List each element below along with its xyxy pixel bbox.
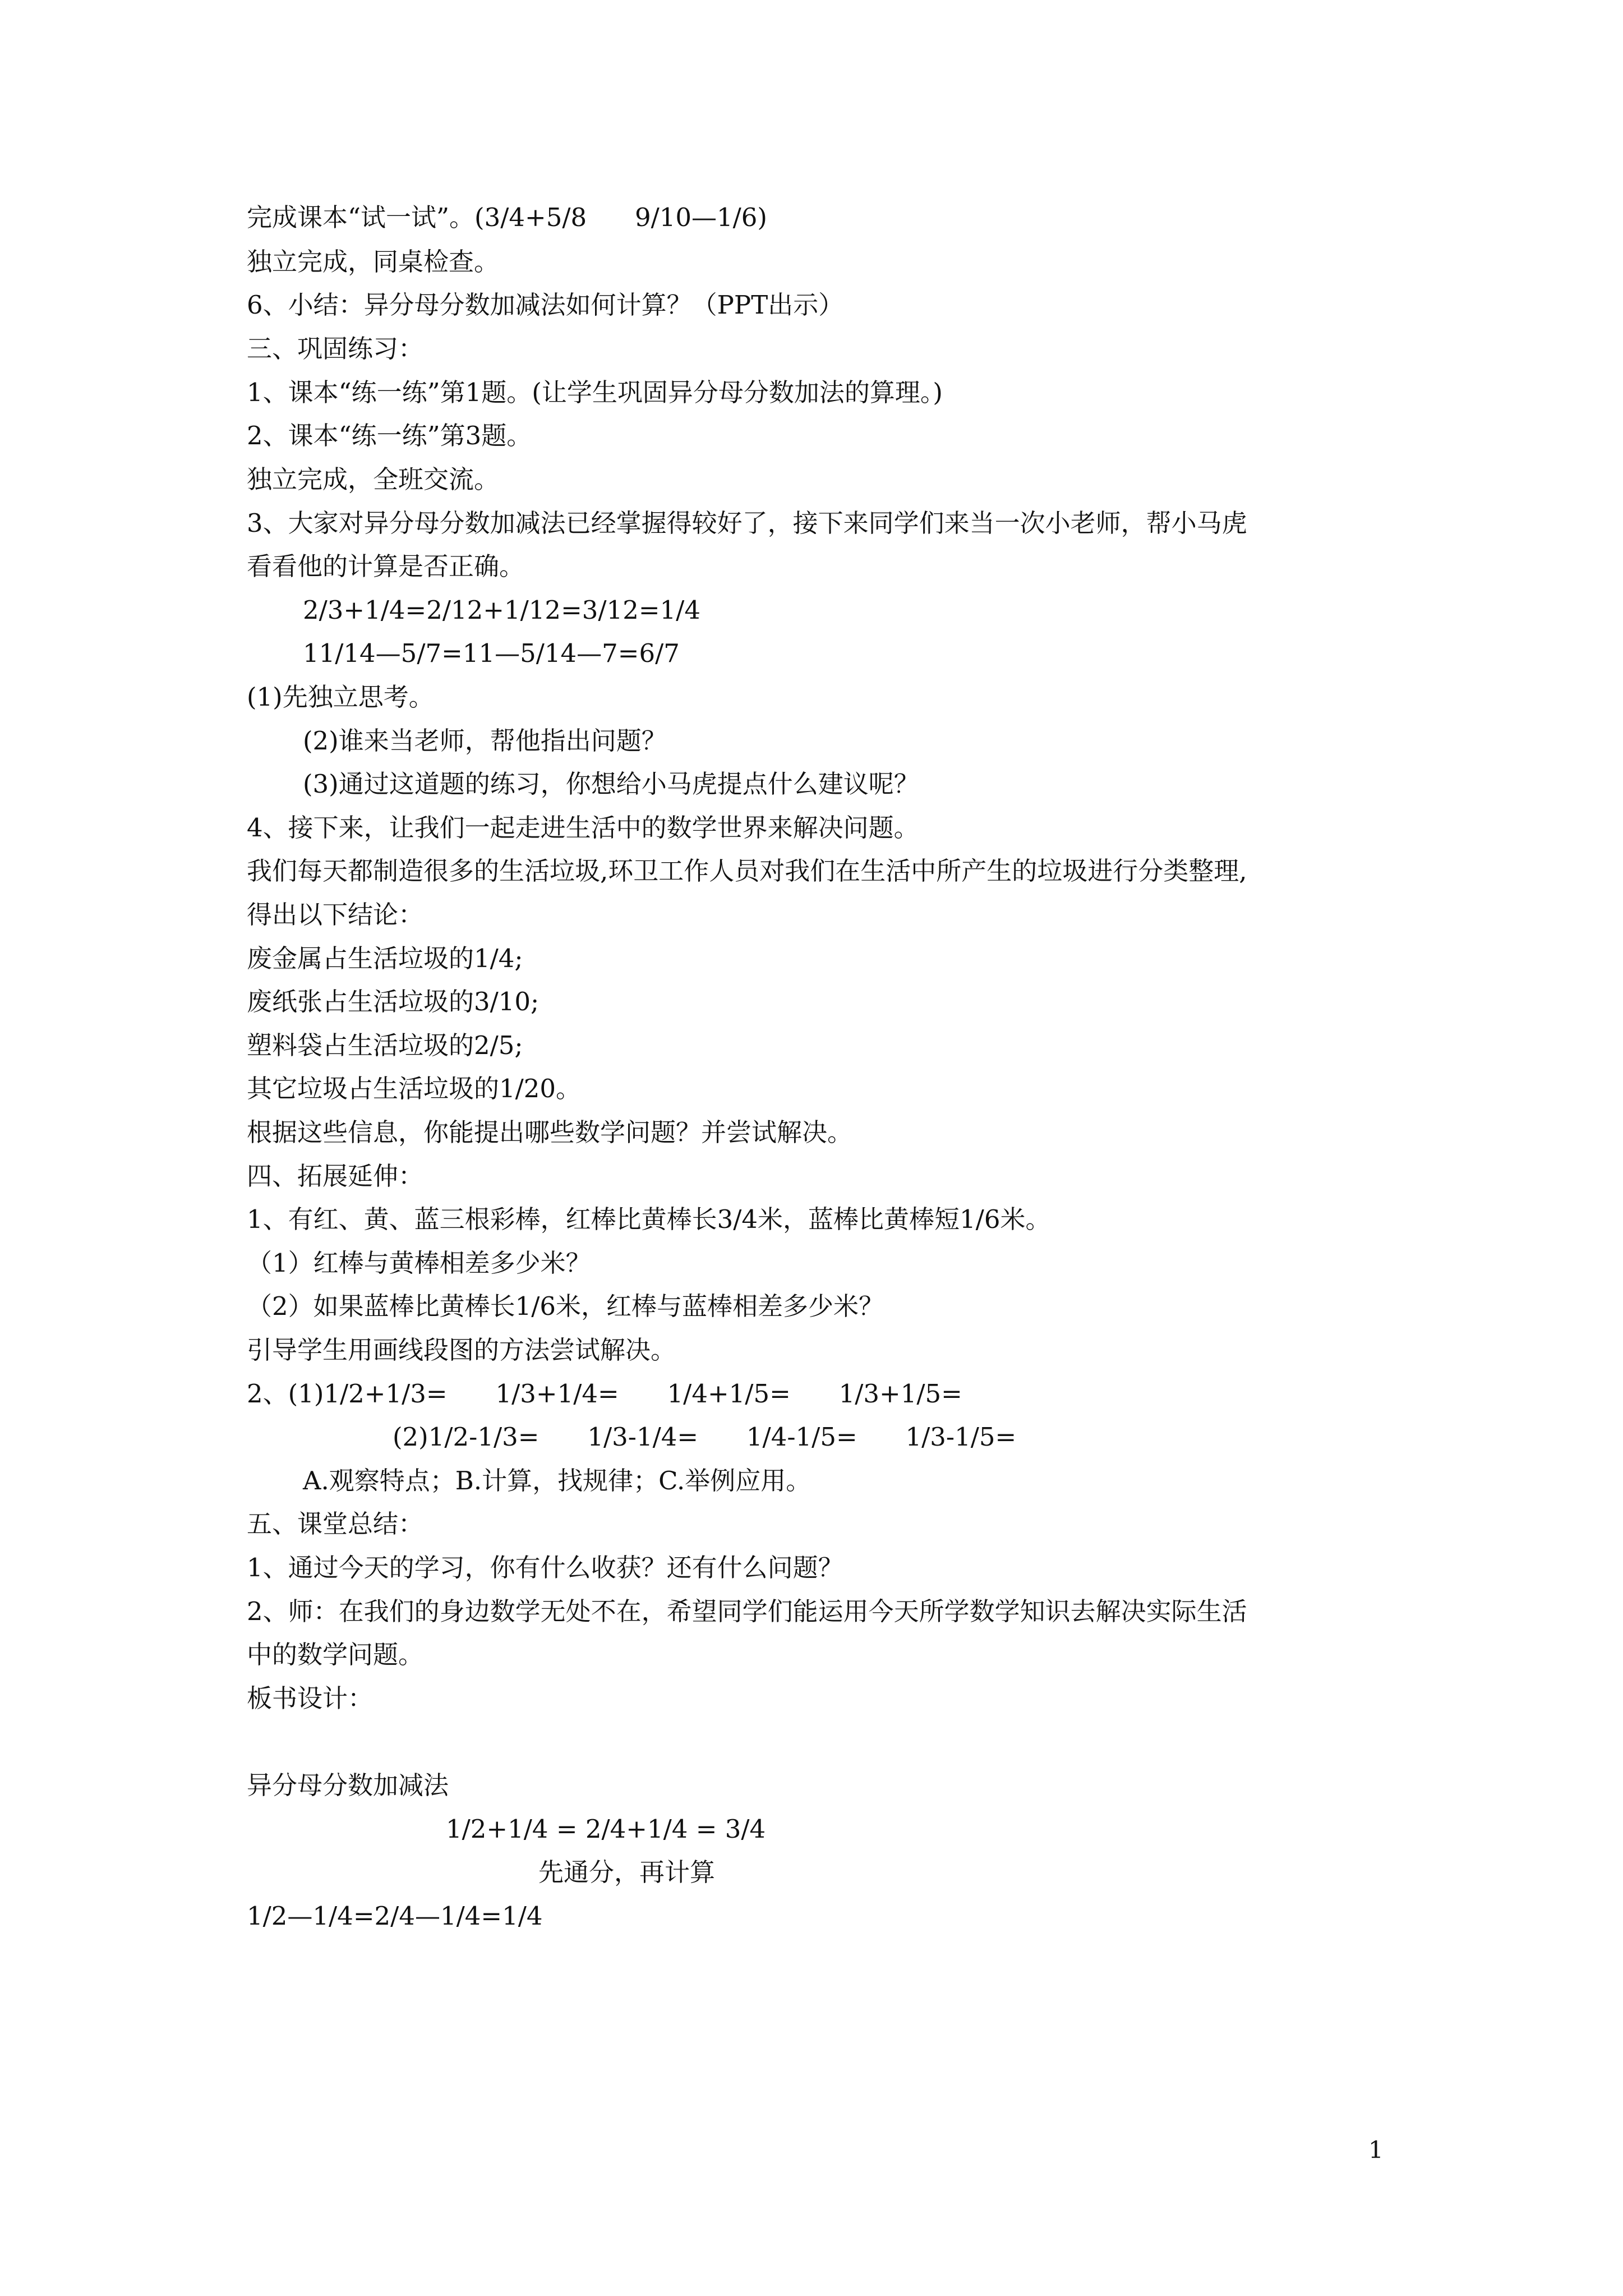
text-line: 独立完成，全班交流。: [247, 464, 500, 494]
text-line: (3)通过这道题的练习，你想给小马虎提点什么建议呢？: [303, 769, 919, 799]
text-line: （2）如果蓝棒比黄棒长1/6米，红棒与蓝棒相差多少米？: [247, 1291, 884, 1321]
text-line: 塑料袋占生活垃圾的2/5;: [247, 1030, 523, 1060]
text-line: 6、小结：异分母分数加减法如何计算？（PPT出示）: [247, 290, 844, 320]
text-line: 废金属占生活垃圾的1/4;: [247, 944, 523, 973]
text-line: 1、通过今天的学习，你有什么收获？还有什么问题？: [247, 1553, 843, 1582]
section-heading: 四、拓展延伸：: [247, 1161, 424, 1191]
text-line: 废纸张占生活垃圾的3/10;: [247, 987, 540, 1016]
text-line: 4、接下来，让我们一起走进生活中的数学世界来解决问题。: [247, 813, 919, 843]
text-line: 中的数学问题。: [247, 1640, 424, 1669]
text-line: (1)先独立思考。: [247, 682, 434, 712]
text-line: 完成课本“试一试”。(3/4+5/8 9/10—1/6): [247, 203, 767, 232]
text-line: A.观察特点；B.计算，找规律；C.举例应用。: [303, 1466, 811, 1496]
text-line: （1）红棒与黄棒相差多少米？: [247, 1248, 591, 1278]
text-line: 1、课本“练一练”第1题。(让学生巩固异分母分数加法的算理。): [247, 378, 943, 407]
text-line: 板书设计：: [247, 1683, 374, 1713]
board-title: 异分母分数加减法: [247, 1770, 449, 1800]
text-line: 看看他的计算是否正确。: [247, 551, 525, 581]
text-line: 1、有红、黄、蓝三根彩棒，红棒比黄棒长3/4米，蓝棒比黄棒短1/6米。: [247, 1204, 1051, 1234]
text-line: 先通分，再计算: [538, 1857, 716, 1887]
equation-line: 11/14—5/7=11—5/14—7=6/7: [303, 638, 680, 668]
section-heading: 三、巩固练习：: [247, 334, 424, 364]
section-heading: 五、课堂总结：: [247, 1509, 424, 1539]
text-line: 独立完成，同桌检查。: [247, 247, 500, 277]
text-line: 引导学生用画线段图的方法尝试解决。: [247, 1335, 676, 1365]
equation-line: (2)1/2-1/3= 1/3-1/4= 1/4-1/5= 1/3-1/5=: [393, 1422, 1017, 1452]
text-line: 得出以下结论：: [247, 900, 424, 930]
text-line: 3、大家对异分母分数加减法已经掌握得较好了，接下来同学们来当一次小老师，帮小马虎: [247, 508, 1247, 538]
page-number: 1: [1368, 2136, 1384, 2164]
text-line: (2)谁来当老师，帮他指出问题？: [303, 726, 667, 756]
equation-line: 2/3+1/4=2/12+1/12=3/12=1/4: [303, 595, 700, 625]
equation-line: 2、(1)1/2+1/3= 1/3+1/4= 1/4+1/5= 1/3+1/5=: [247, 1379, 962, 1409]
text-line: 2、课本“练一练”第3题。: [247, 421, 532, 450]
equation-line: 1/2+1/4 = 2/4+1/4 = 3/4: [446, 1814, 766, 1844]
text-line: 其它垃圾占生活垃圾的1/20。: [247, 1074, 582, 1103]
text-line: 2、师：在我们的身边数学无处不在，希望同学们能运用今天所学数学知识去解决实际生活: [247, 1596, 1247, 1626]
text-line: 根据这些信息，你能提出哪些数学问题？并尝试解决。: [247, 1117, 853, 1147]
equation-line: 1/2—1/4=2/4—1/4=1/4: [247, 1901, 543, 1931]
text-line: 我们每天都制造很多的生活垃圾,环卫工作人员对我们在生活中所产生的垃圾进行分类整理,: [247, 856, 1247, 886]
